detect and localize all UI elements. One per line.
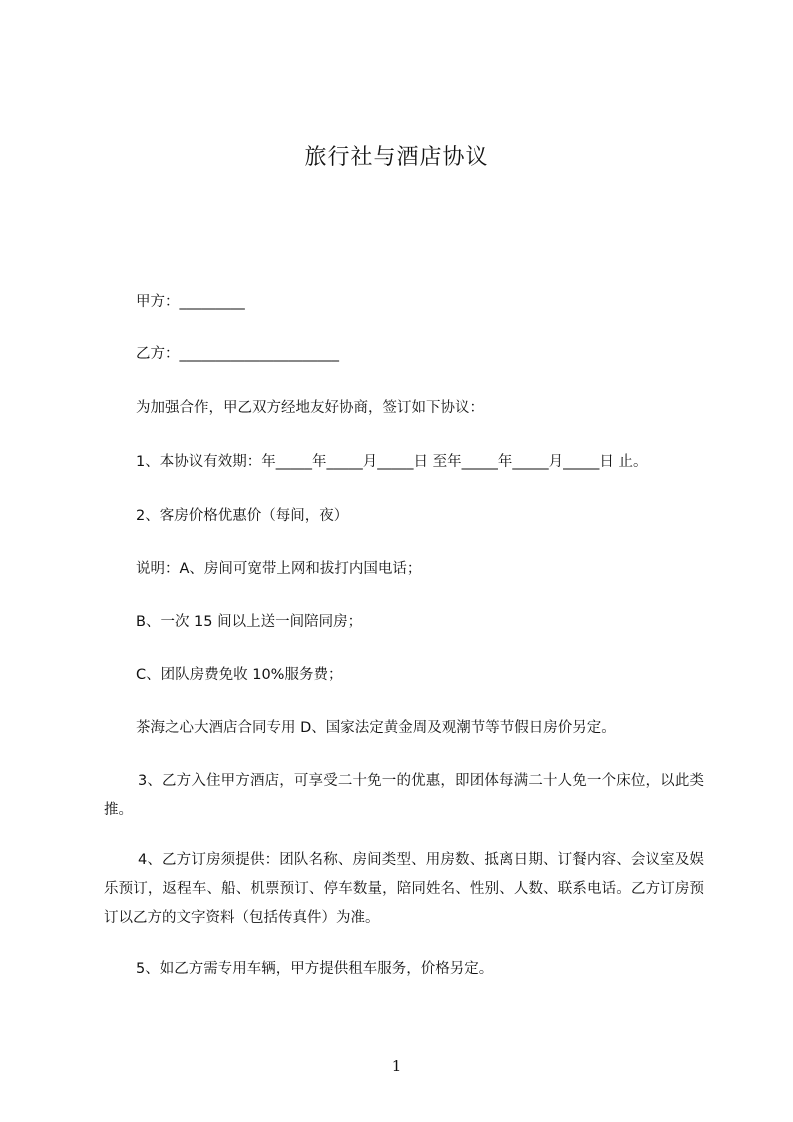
note-a: 说明：A、房间可宽带上网和拔打内国电话；: [136, 561, 422, 577]
note-b: B、一次 15 间以上送一间陪同房；: [136, 614, 363, 630]
clause-5-vehicle: 5、如乙方需专用车辆，甲方提供租车服务，价格另定。: [136, 961, 494, 977]
party-b-line: 乙方：______________________: [136, 346, 339, 362]
clause-2-room-price: 2、客房价格优惠价（每间，夜）: [136, 508, 349, 524]
clause-3-group-discount: 3、乙方入住甲方酒店，可享受二十免一的优惠，即团体每满二十人免一个床位，以此类推。: [104, 773, 704, 818]
page-number: 1: [391, 1057, 402, 1075]
note-c: C、团队房费免收 10%服务费；: [136, 667, 343, 683]
document-title: 旅行社与酒店协议: [304, 145, 489, 170]
clause-1-validity: 1、本协议有效期：年_____年_____月_____日 至年_____年_____月_____日 止。: [136, 454, 648, 470]
clause-4-booking-info: 4、乙方订房须提供：团队名称、房间类型、用房数、抵离日期、订餐内容、会议室及娱乐预订，返程车、船、机票预订、停车数量，陪同姓名、性别、人数、联系电话。乙方订房预订以乙方的文字资料（包括传真件）为准。: [104, 852, 704, 926]
note-d: 茶海之心大酒店合同专用 D、国家法定黄金周及观潮节等节假日房价另定。: [136, 720, 616, 736]
party-a-line: 甲方：_________: [136, 294, 245, 310]
intro-text: 为加强合作，甲乙双方经地友好协商，签订如下协议：: [136, 400, 484, 416]
